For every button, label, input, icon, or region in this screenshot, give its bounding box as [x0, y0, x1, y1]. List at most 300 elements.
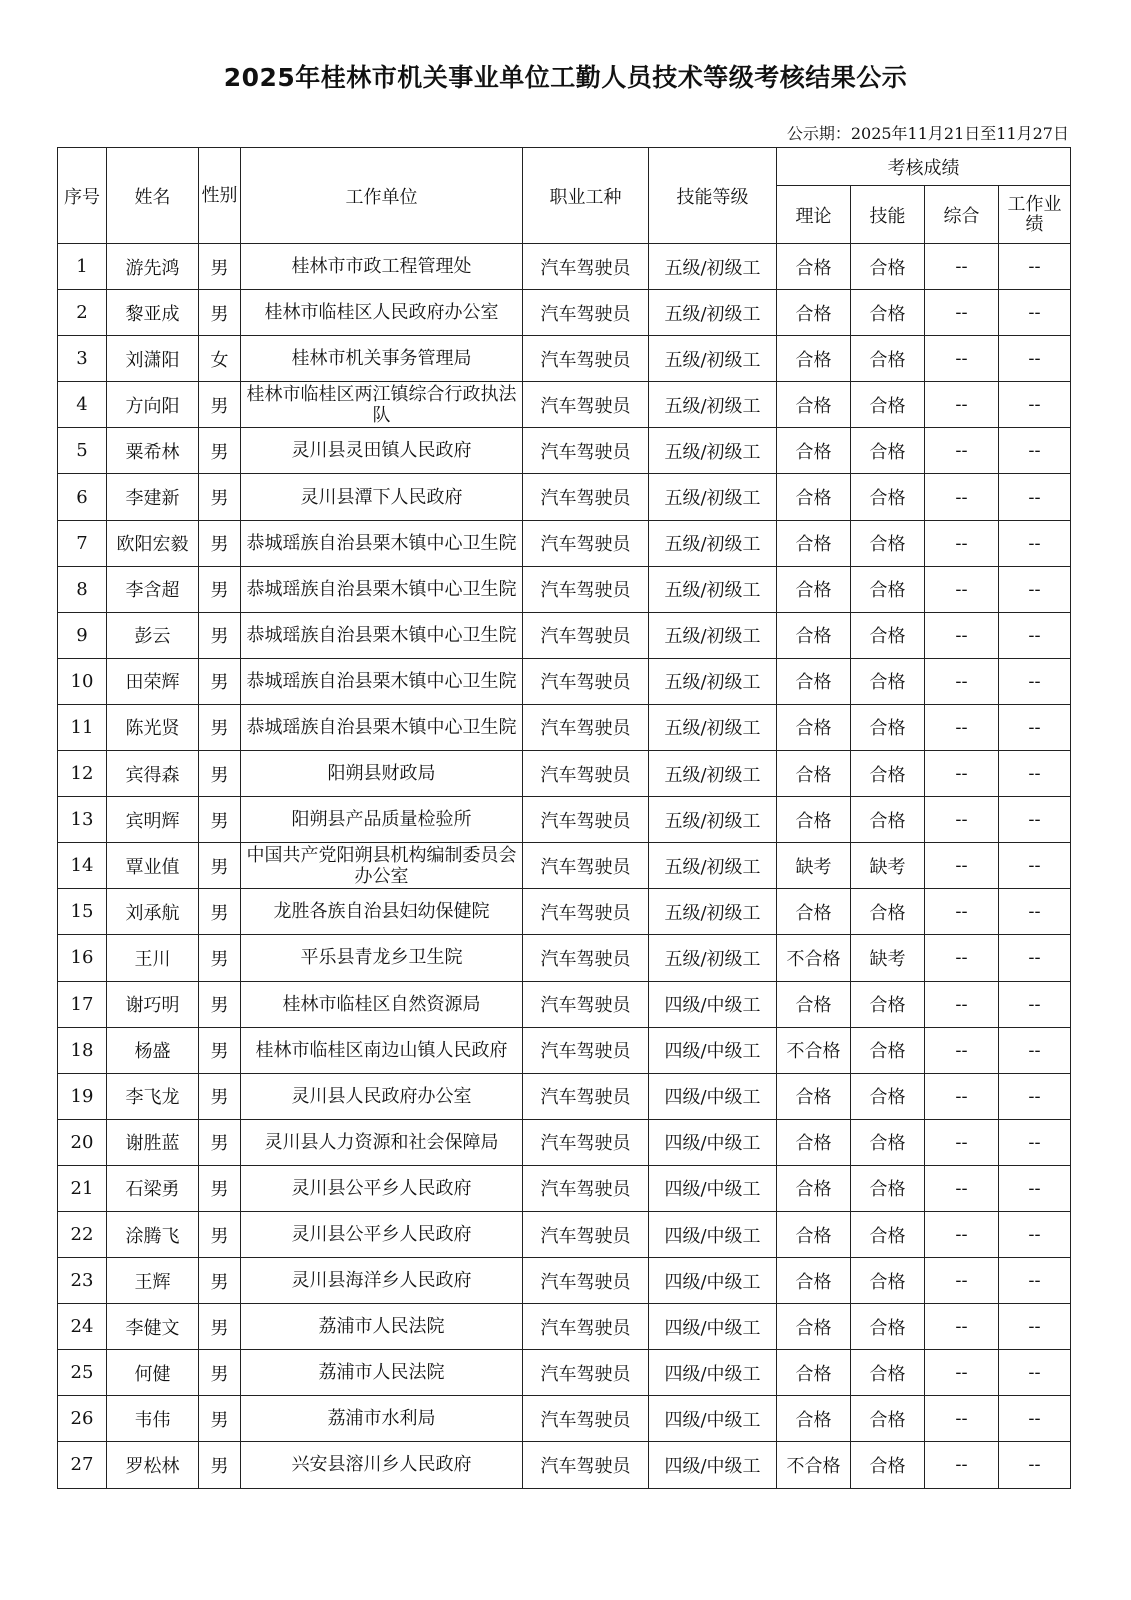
cell-performance: -- — [999, 1027, 1071, 1073]
cell-job: 汽车驾驶员 — [523, 935, 649, 981]
table-row — [58, 1027, 1071, 1073]
cell-performance: -- — [999, 1304, 1071, 1350]
cell-job: 汽车驾驶员 — [523, 1165, 649, 1211]
cell-performance: -- — [999, 290, 1071, 336]
cell-skill: 缺考 — [851, 843, 925, 889]
cell-name: 宾得森 — [107, 751, 199, 797]
cell-performance: -- — [999, 658, 1071, 704]
cell-overall: -- — [925, 336, 999, 382]
cell-skill: 合格 — [851, 1396, 925, 1442]
cell-gender: 男 — [199, 1258, 241, 1304]
cell-gender: 男 — [199, 1304, 241, 1350]
cell-gender: 男 — [199, 382, 241, 428]
cell-seq: 15 — [58, 889, 107, 935]
cell-job: 汽车驾驶员 — [523, 428, 649, 474]
cell-seq: 4 — [58, 382, 107, 428]
cell-performance: -- — [999, 336, 1071, 382]
cell-overall: -- — [925, 1442, 999, 1488]
cell-level: 五级/初级工 — [649, 290, 777, 336]
cell-level: 五级/初级工 — [649, 336, 777, 382]
header-gender: 性别 — [199, 148, 241, 244]
cell-job: 汽车驾驶员 — [523, 336, 649, 382]
cell-skill: 合格 — [851, 520, 925, 566]
cell-performance: -- — [999, 474, 1071, 520]
cell-skill: 合格 — [851, 1119, 925, 1165]
cell-seq: 18 — [58, 1027, 107, 1073]
cell-seq: 23 — [58, 1258, 107, 1304]
cell-unit: 灵川县灵田镇人民政府 — [241, 428, 523, 474]
cell-performance: -- — [999, 1073, 1071, 1119]
cell-theory: 合格 — [777, 1350, 851, 1396]
cell-level: 五级/初级工 — [649, 612, 777, 658]
cell-unit: 荔浦市水利局 — [241, 1396, 523, 1442]
cell-level: 五级/初级工 — [649, 889, 777, 935]
cell-unit: 龙胜各族自治县妇幼保健院 — [241, 889, 523, 935]
table-row — [58, 1073, 1071, 1119]
cell-seq: 22 — [58, 1211, 107, 1257]
cell-performance: -- — [999, 1396, 1071, 1442]
cell-level: 四级/中级工 — [649, 1304, 777, 1350]
cell-performance: -- — [999, 981, 1071, 1027]
cell-skill: 合格 — [851, 474, 925, 520]
table-row — [58, 244, 1071, 290]
cell-job: 汽车驾驶员 — [523, 1442, 649, 1488]
cell-name: 李建新 — [107, 474, 199, 520]
cell-theory: 合格 — [777, 382, 851, 428]
cell-overall: -- — [925, 935, 999, 981]
cell-performance: -- — [999, 520, 1071, 566]
cell-level: 四级/中级工 — [649, 1119, 777, 1165]
table-row — [58, 1442, 1071, 1488]
cell-overall: -- — [925, 428, 999, 474]
cell-seq: 1 — [58, 244, 107, 290]
cell-unit: 灵川县海洋乡人民政府 — [241, 1258, 523, 1304]
cell-name: 谢胜蓝 — [107, 1119, 199, 1165]
cell-skill: 合格 — [851, 382, 925, 428]
cell-gender: 男 — [199, 474, 241, 520]
cell-unit: 灵川县人民政府办公室 — [241, 1073, 523, 1119]
cell-unit: 平乐县青龙乡卫生院 — [241, 935, 523, 981]
cell-job: 汽车驾驶员 — [523, 1304, 649, 1350]
cell-theory: 合格 — [777, 797, 851, 843]
cell-unit: 恭城瑶族自治县栗木镇中心卫生院 — [241, 566, 523, 612]
cell-overall: -- — [925, 1350, 999, 1396]
cell-name: 覃业值 — [107, 843, 199, 889]
cell-unit: 阳朔县产品质量检验所 — [241, 797, 523, 843]
cell-seq: 27 — [58, 1442, 107, 1488]
cell-job: 汽车驾驶员 — [523, 290, 649, 336]
results-table — [57, 147, 1071, 1489]
table-row — [58, 336, 1071, 382]
cell-skill: 合格 — [851, 428, 925, 474]
cell-gender: 男 — [199, 1073, 241, 1119]
table-row — [58, 382, 1071, 428]
table-row — [58, 797, 1071, 843]
cell-unit: 中国共产党阳朔县机构编制委员会办公室 — [241, 843, 523, 889]
cell-theory: 合格 — [777, 1211, 851, 1257]
cell-name: 韦伟 — [107, 1396, 199, 1442]
page-title: 2025年桂林市机关事业单位工勤人员技术等级考核结果公示 — [223, 63, 908, 92]
cell-performance: -- — [999, 935, 1071, 981]
cell-level: 四级/中级工 — [649, 1211, 777, 1257]
cell-overall: -- — [925, 1073, 999, 1119]
table-row — [58, 658, 1071, 704]
cell-seq: 17 — [58, 981, 107, 1027]
header-overall: 综合 — [925, 186, 999, 244]
cell-unit: 恭城瑶族自治县栗木镇中心卫生院 — [241, 612, 523, 658]
cell-performance: -- — [999, 1258, 1071, 1304]
cell-job: 汽车驾驶员 — [523, 981, 649, 1027]
cell-gender: 男 — [199, 889, 241, 935]
cell-level: 五级/初级工 — [649, 797, 777, 843]
cell-overall: -- — [925, 1165, 999, 1211]
cell-name: 刘承航 — [107, 889, 199, 935]
cell-overall: -- — [925, 704, 999, 750]
table-row — [58, 290, 1071, 336]
cell-job: 汽车驾驶员 — [523, 1350, 649, 1396]
cell-performance: -- — [999, 843, 1071, 889]
cell-overall: -- — [925, 1211, 999, 1257]
cell-overall: -- — [925, 889, 999, 935]
cell-level: 五级/初级工 — [649, 935, 777, 981]
cell-theory: 合格 — [777, 290, 851, 336]
cell-performance: -- — [999, 1211, 1071, 1257]
cell-skill: 合格 — [851, 336, 925, 382]
cell-seq: 8 — [58, 566, 107, 612]
cell-overall: -- — [925, 244, 999, 290]
cell-skill: 合格 — [851, 658, 925, 704]
header-level: 技能等级 — [649, 148, 777, 244]
cell-performance: -- — [999, 704, 1071, 750]
table-row — [58, 889, 1071, 935]
cell-name: 陈光贤 — [107, 704, 199, 750]
cell-seq: 24 — [58, 1304, 107, 1350]
cell-name: 黎亚成 — [107, 290, 199, 336]
cell-level: 五级/初级工 — [649, 843, 777, 889]
cell-overall: -- — [925, 658, 999, 704]
cell-theory: 合格 — [777, 428, 851, 474]
cell-skill: 合格 — [851, 566, 925, 612]
cell-performance: -- — [999, 797, 1071, 843]
cell-unit: 桂林市临桂区人民政府办公室 — [241, 290, 523, 336]
cell-name: 李飞龙 — [107, 1073, 199, 1119]
cell-overall: -- — [925, 1119, 999, 1165]
cell-seq: 26 — [58, 1396, 107, 1442]
table-row — [58, 751, 1071, 797]
cell-seq: 7 — [58, 520, 107, 566]
cell-name: 刘潇阳 — [107, 336, 199, 382]
header-skill: 技能 — [851, 186, 925, 244]
cell-skill: 合格 — [851, 1027, 925, 1073]
cell-name: 欧阳宏毅 — [107, 520, 199, 566]
cell-theory: 合格 — [777, 751, 851, 797]
cell-gender: 男 — [199, 1211, 241, 1257]
cell-gender: 男 — [199, 658, 241, 704]
cell-gender: 男 — [199, 520, 241, 566]
cell-theory: 合格 — [777, 1119, 851, 1165]
cell-unit: 恭城瑶族自治县栗木镇中心卫生院 — [241, 658, 523, 704]
cell-seq: 10 — [58, 658, 107, 704]
cell-unit: 荔浦市人民法院 — [241, 1304, 523, 1350]
cell-name: 罗松林 — [107, 1442, 199, 1488]
cell-gender: 男 — [199, 1350, 241, 1396]
cell-level: 五级/初级工 — [649, 751, 777, 797]
cell-name: 田荣辉 — [107, 658, 199, 704]
cell-gender: 男 — [199, 290, 241, 336]
table-row — [58, 1304, 1071, 1350]
cell-performance: -- — [999, 382, 1071, 428]
cell-job: 汽车驾驶员 — [523, 566, 649, 612]
table-row — [58, 1350, 1071, 1396]
cell-name: 王辉 — [107, 1258, 199, 1304]
header-performance: 工作业绩 — [999, 186, 1071, 244]
cell-gender: 男 — [199, 843, 241, 889]
cell-job: 汽车驾驶员 — [523, 520, 649, 566]
cell-job: 汽车驾驶员 — [523, 1027, 649, 1073]
table-row — [58, 1396, 1071, 1442]
cell-gender: 男 — [199, 935, 241, 981]
cell-level: 五级/初级工 — [649, 474, 777, 520]
cell-job: 汽车驾驶员 — [523, 474, 649, 520]
cell-job: 汽车驾驶员 — [523, 1396, 649, 1442]
cell-job: 汽车驾驶员 — [523, 797, 649, 843]
cell-level: 五级/初级工 — [649, 704, 777, 750]
cell-theory: 合格 — [777, 1396, 851, 1442]
cell-performance: -- — [999, 566, 1071, 612]
cell-seq: 12 — [58, 751, 107, 797]
cell-skill: 合格 — [851, 704, 925, 750]
cell-unit: 桂林市临桂区自然资源局 — [241, 981, 523, 1027]
cell-unit: 灵川县公平乡人民政府 — [241, 1211, 523, 1257]
cell-gender: 男 — [199, 1119, 241, 1165]
cell-job: 汽车驾驶员 — [523, 1119, 649, 1165]
cell-name: 游先鸿 — [107, 244, 199, 290]
cell-name: 谢巧明 — [107, 981, 199, 1027]
cell-overall: -- — [925, 1304, 999, 1350]
cell-overall: -- — [925, 290, 999, 336]
cell-name: 方向阳 — [107, 382, 199, 428]
cell-theory: 合格 — [777, 1073, 851, 1119]
cell-seq: 6 — [58, 474, 107, 520]
cell-overall: -- — [925, 382, 999, 428]
header-seq: 序号 — [58, 148, 107, 244]
cell-gender: 男 — [199, 612, 241, 658]
table-row — [58, 935, 1071, 981]
cell-seq: 16 — [58, 935, 107, 981]
cell-job: 汽车驾驶员 — [523, 244, 649, 290]
cell-level: 四级/中级工 — [649, 1442, 777, 1488]
cell-job: 汽车驾驶员 — [523, 704, 649, 750]
header-name: 姓名 — [107, 148, 199, 244]
table-row — [58, 1211, 1071, 1257]
cell-level: 四级/中级工 — [649, 1073, 777, 1119]
cell-performance: -- — [999, 1119, 1071, 1165]
cell-name: 粟希林 — [107, 428, 199, 474]
cell-skill: 合格 — [851, 797, 925, 843]
cell-theory: 不合格 — [777, 1442, 851, 1488]
cell-theory: 合格 — [777, 889, 851, 935]
cell-skill: 合格 — [851, 1211, 925, 1257]
table-row — [58, 520, 1071, 566]
cell-skill: 合格 — [851, 290, 925, 336]
cell-job: 汽车驾驶员 — [523, 843, 649, 889]
cell-overall: -- — [925, 797, 999, 843]
cell-skill: 合格 — [851, 1073, 925, 1119]
cell-theory: 不合格 — [777, 935, 851, 981]
cell-name: 涂腾飞 — [107, 1211, 199, 1257]
cell-skill: 合格 — [851, 1304, 925, 1350]
cell-theory: 合格 — [777, 244, 851, 290]
cell-unit: 恭城瑶族自治县栗木镇中心卫生院 — [241, 704, 523, 750]
cell-gender: 男 — [199, 981, 241, 1027]
cell-name: 李含超 — [107, 566, 199, 612]
table-row — [58, 612, 1071, 658]
cell-job: 汽车驾驶员 — [523, 1073, 649, 1119]
table-row — [58, 843, 1071, 889]
cell-theory: 合格 — [777, 336, 851, 382]
cell-level: 四级/中级工 — [649, 1258, 777, 1304]
cell-job: 汽车驾驶员 — [523, 658, 649, 704]
cell-theory: 合格 — [777, 658, 851, 704]
cell-overall: -- — [925, 1396, 999, 1442]
cell-gender: 男 — [199, 1165, 241, 1211]
cell-gender: 男 — [199, 244, 241, 290]
cell-theory: 缺考 — [777, 843, 851, 889]
cell-skill: 合格 — [851, 612, 925, 658]
cell-skill: 合格 — [851, 981, 925, 1027]
cell-performance: -- — [999, 1165, 1071, 1211]
cell-level: 五级/初级工 — [649, 244, 777, 290]
cell-job: 汽车驾驶员 — [523, 1211, 649, 1257]
cell-seq: 19 — [58, 1073, 107, 1119]
cell-unit: 桂林市机关事务管理局 — [241, 336, 523, 382]
cell-seq: 11 — [58, 704, 107, 750]
cell-name: 王川 — [107, 935, 199, 981]
cell-overall: -- — [925, 566, 999, 612]
cell-unit: 兴安县溶川乡人民政府 — [241, 1442, 523, 1488]
cell-theory: 合格 — [777, 612, 851, 658]
cell-unit: 荔浦市人民法院 — [241, 1350, 523, 1396]
cell-theory: 合格 — [777, 1165, 851, 1211]
cell-job: 汽车驾驶员 — [523, 612, 649, 658]
cell-unit: 桂林市临桂区两江镇综合行政执法队 — [241, 382, 523, 428]
cell-level: 五级/初级工 — [649, 566, 777, 612]
table-row — [58, 1119, 1071, 1165]
cell-job: 汽车驾驶员 — [523, 751, 649, 797]
cell-performance: -- — [999, 751, 1071, 797]
cell-performance: -- — [999, 612, 1071, 658]
cell-name: 宾明辉 — [107, 797, 199, 843]
cell-name: 石梁勇 — [107, 1165, 199, 1211]
cell-level: 五级/初级工 — [649, 658, 777, 704]
cell-skill: 缺考 — [851, 935, 925, 981]
cell-gender: 男 — [199, 1027, 241, 1073]
cell-gender: 男 — [199, 428, 241, 474]
cell-unit: 恭城瑶族自治县栗木镇中心卫生院 — [241, 520, 523, 566]
cell-seq: 5 — [58, 428, 107, 474]
cell-seq: 13 — [58, 797, 107, 843]
cell-performance: -- — [999, 889, 1071, 935]
table-row — [58, 566, 1071, 612]
cell-performance: -- — [999, 1350, 1071, 1396]
cell-theory: 合格 — [777, 1304, 851, 1350]
cell-skill: 合格 — [851, 751, 925, 797]
cell-gender: 男 — [199, 751, 241, 797]
table-body — [58, 244, 1071, 1489]
cell-level: 四级/中级工 — [649, 981, 777, 1027]
header-job: 职业工种 — [523, 148, 649, 244]
cell-unit: 灵川县人力资源和社会保障局 — [241, 1119, 523, 1165]
cell-gender: 男 — [199, 1442, 241, 1488]
cell-overall: -- — [925, 843, 999, 889]
cell-performance: -- — [999, 428, 1071, 474]
cell-gender: 男 — [199, 566, 241, 612]
cell-skill: 合格 — [851, 1442, 925, 1488]
cell-gender: 男 — [199, 704, 241, 750]
cell-unit: 桂林市临桂区南边山镇人民政府 — [241, 1027, 523, 1073]
cell-job: 汽车驾驶员 — [523, 889, 649, 935]
cell-overall: -- — [925, 981, 999, 1027]
cell-unit: 灵川县潭下人民政府 — [241, 474, 523, 520]
cell-overall: -- — [925, 474, 999, 520]
cell-overall: -- — [925, 1027, 999, 1073]
cell-overall: -- — [925, 1258, 999, 1304]
cell-theory: 合格 — [777, 520, 851, 566]
cell-overall: -- — [925, 520, 999, 566]
cell-job: 汽车驾驶员 — [523, 1258, 649, 1304]
cell-seq: 14 — [58, 843, 107, 889]
table-row — [58, 981, 1071, 1027]
cell-level: 四级/中级工 — [649, 1396, 777, 1442]
header-unit: 工作单位 — [241, 148, 523, 244]
cell-level: 四级/中级工 — [649, 1350, 777, 1396]
table-row — [58, 474, 1071, 520]
cell-skill: 合格 — [851, 244, 925, 290]
cell-gender: 女 — [199, 336, 241, 382]
cell-name: 彭云 — [107, 612, 199, 658]
cell-level: 五级/初级工 — [649, 382, 777, 428]
cell-seq: 2 — [58, 290, 107, 336]
table-row — [58, 428, 1071, 474]
cell-name: 何健 — [107, 1350, 199, 1396]
cell-seq: 25 — [58, 1350, 107, 1396]
cell-seq: 20 — [58, 1119, 107, 1165]
publicity-period: 公示期：2025年11月21日至11月27日 — [786, 124, 1069, 143]
cell-unit: 灵川县公平乡人民政府 — [241, 1165, 523, 1211]
cell-gender: 男 — [199, 797, 241, 843]
cell-name: 李健文 — [107, 1304, 199, 1350]
table-row — [58, 1258, 1071, 1304]
cell-skill: 合格 — [851, 1258, 925, 1304]
cell-level: 五级/初级工 — [649, 428, 777, 474]
cell-theory: 不合格 — [777, 1027, 851, 1073]
cell-theory: 合格 — [777, 704, 851, 750]
cell-skill: 合格 — [851, 1165, 925, 1211]
cell-job: 汽车驾驶员 — [523, 382, 649, 428]
cell-gender: 男 — [199, 1396, 241, 1442]
cell-seq: 21 — [58, 1165, 107, 1211]
cell-name: 杨盛 — [107, 1027, 199, 1073]
header-scores: 考核成绩 — [777, 148, 1071, 186]
cell-overall: -- — [925, 612, 999, 658]
cell-level: 四级/中级工 — [649, 1027, 777, 1073]
cell-level: 四级/中级工 — [649, 1165, 777, 1211]
cell-level: 五级/初级工 — [649, 520, 777, 566]
table-header — [58, 148, 1071, 244]
cell-theory: 合格 — [777, 981, 851, 1027]
cell-seq: 3 — [58, 336, 107, 382]
cell-seq: 9 — [58, 612, 107, 658]
